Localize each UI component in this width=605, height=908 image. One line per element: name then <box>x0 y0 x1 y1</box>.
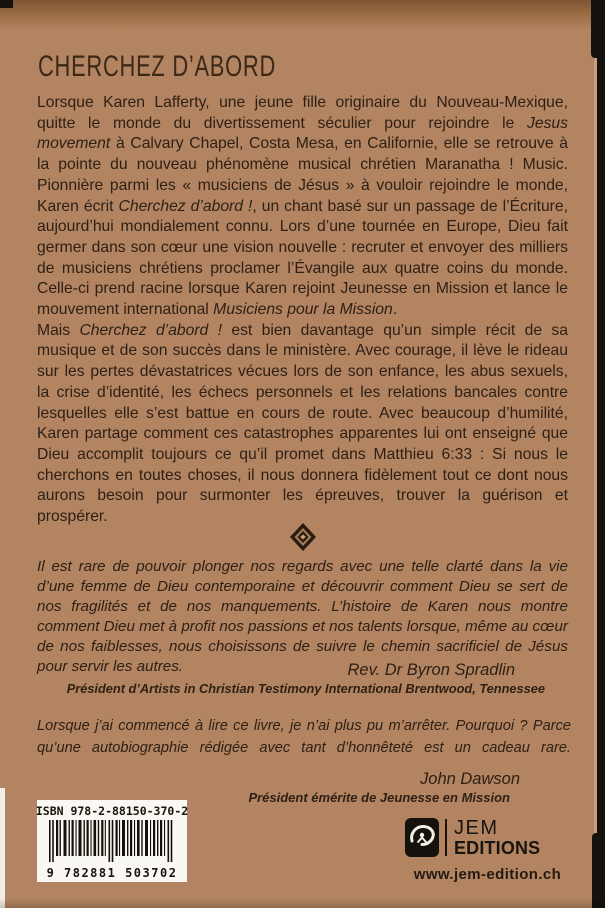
synopsis <box>37 93 568 528</box>
publisher-website: www.jem-edition.ch <box>413 865 562 883</box>
logo-divider <box>445 819 447 856</box>
bottom-right-scan-edge <box>592 833 605 908</box>
right-scan-edge <box>597 0 605 908</box>
bottom-left-page-edge <box>0 788 5 908</box>
publisher-name-top: JEM <box>454 817 499 839</box>
synopsis-paragraph-2: Mais Cherchez d’abord ! est bien davantage qu’un simple récit de sa musique et de son succès dans le ministère. Avec courage, il lève le rideau sur les pertes dévastatrices vécues lors de son enfance, les abus sexuels, la crise d’identité, les échecs personnels et les relations bancales contre lesquelles elle s’est battue en cours de route. Avec beaucoup d’humilité, Karen partage comment ces catastrophes apparentes lui ont enseigné que Dieu accomplit toujours ce qu’il promet dans Matthieu 6:33 : Si nous le cherchons en toutes choses, il nous donnera fidèlement tout ce dont nous aurons besoin pour surmonter les épreuves, trouver la guérison et prospérer. <box>37 321 568 526</box>
book-title: CHERCHEZ D’ABORD <box>38 50 277 83</box>
endorsement-1-author: Rev. Dr Byron Spradlin <box>347 661 515 679</box>
stepped-diamond-ornament-icon <box>289 522 317 552</box>
publisher-block <box>405 818 570 883</box>
barcode-digits: 9 782881 503702 <box>46 866 178 880</box>
endorsement-1-quote: Il est rare de pouvoir plonger nos regards avec une telle clarté dans la vie d’une femme de Dieu contemporaine et découvrir comment Dieu se sert de nos fragilités et de nos manquements. L’histoire de Karen nous montre comment Dieu met à profit nos passions et nos talents lorsque, même au cœur de nos faiblesses, nous choisissons de suivre le chemin sacrificiel de Jésus pour servir les autres. <box>37 558 568 675</box>
top-left-scan-edge <box>0 0 13 8</box>
isbn-number: ISBN 978-2-88150-370-2 <box>35 804 189 818</box>
isbn-barcode-panel <box>37 800 187 882</box>
publisher-logo <box>405 818 570 858</box>
endorsement-1-author-title: Président d’Artists in Christian Testimony International Brentwood, Tennessee <box>66 681 545 696</box>
jem-swirl-person-icon <box>405 818 439 857</box>
bottom-shadow <box>0 898 605 908</box>
top-right-scan-edge <box>591 0 605 58</box>
top-shadow <box>0 0 605 30</box>
publisher-name-bottom: EDITIONS <box>454 837 541 858</box>
barcode <box>49 820 175 867</box>
synopsis-paragraph-1: Lorsque Karen Lafferty, une jeune fille originaire du Nouveau-Mexique, quitte le monde du divertissement séculier pour rejoindre le Jesus movement à Calvary Chapel, Costa Mesa, en Californie, elle se retrouve à la pointe du nouveau phénomène musical chrétien Maranatha ! Music. Pionnière parmi les « musiciens de Jésus » à vouloir rejoindre le monde, Karen écrit Cherchez d’abord !, un chant basé sur un passage de l’Écriture, aujourd’hui mondialement connu. Lors d’une tournée en Europe, Dieu fait germer dans son cœur une vision nouvelle : recruter et envoyer des milliers de musiciens chrétiens proclamer l’Évangile aux quatre coins du monde. Celle-ci prend racine lorsque Karen rejoint Jeunesse en Mission et lance le mouvement international Musiciens pour la Mission. <box>37 94 568 319</box>
publisher-name <box>454 818 543 858</box>
endorsement-2-quote: Lorsque j’ai commencé à lire ce livre, je n’ai plus pu m’arrêter. Pourquoi ? Parce qu’une autobiographie rédigée avec tant d’honnêteté est un cadeau rare. <box>37 718 571 756</box>
endorsement-2-author-title: Président émérite de Jeunesse en Mission <box>248 790 510 805</box>
endorsement-2-author: John Dawson <box>420 770 520 788</box>
